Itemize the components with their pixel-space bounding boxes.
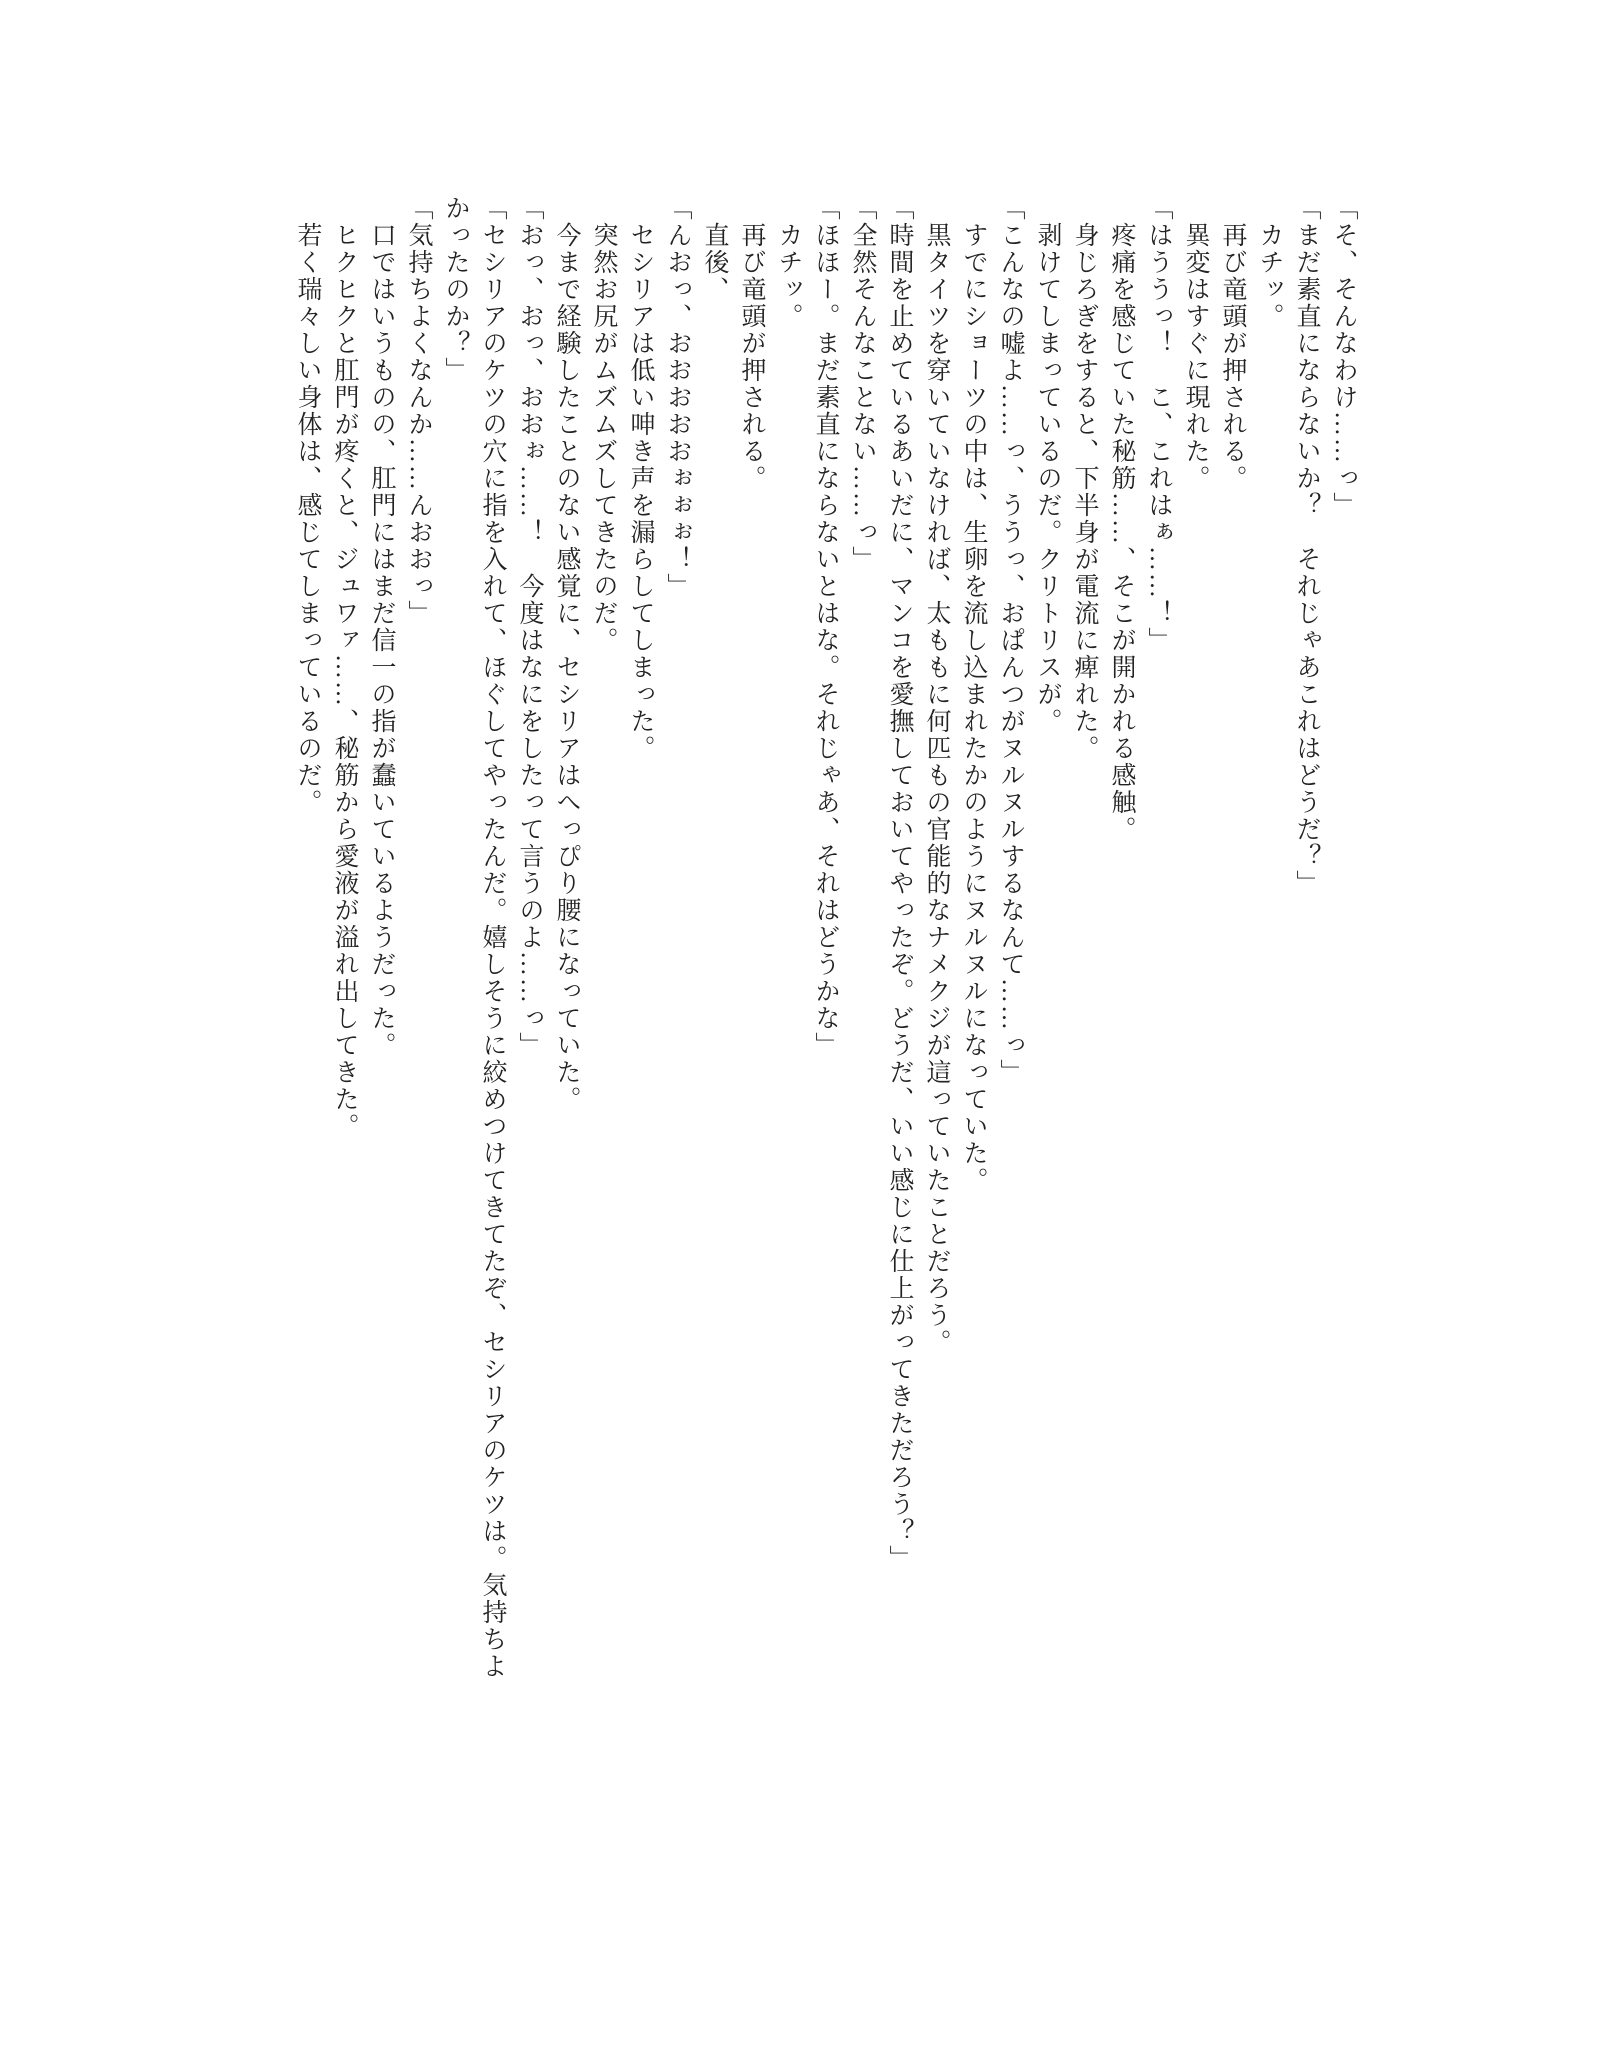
paragraph: 黒タイツを穿いていなければ、太ももに何匹もの官能的なナメクジが這っていたことだろう。 [923,195,950,1356]
paragraph: 身じろぎをすると、下半身が電流に痺れた。 [1071,195,1098,762]
paragraph: セシリアは低い呻き声を漏らしてしまった。 [627,195,654,762]
paragraph: 若く瑞々しい身体は、感じてしまっているのだ。 [294,195,321,816]
paragraph: 疼痛を感じていた秘筋……、そこが開かれる感触。 [1108,195,1135,843]
paragraph: カチッ。 [1256,195,1283,330]
paragraph: 「ほほー。まだ素直にならないとはな。それじゃあ、それはどうかな」 [812,195,839,1059]
paragraph: 口ではいうものの、肛門にはまだ信一の指が蠢いているようだった。 [368,195,395,1059]
paragraph: 「こんなの嘘よ……っ、ううっ、おぱんつがヌルヌルするなんて……っ」 [997,195,1024,1086]
paragraph: 「時間を止めているあいだに、マンコを愛撫しておいてやったぞ。どうだ、いい感じに仕上がってきただろう？」 [886,195,913,1572]
paragraph: 再び竜頭が押される。 [1219,195,1246,492]
paragraph: すでにショーツの中は、生卵を流し込まれたかのようにヌルヌルになっていた。 [960,195,987,1194]
paragraph: 「んおっ、おおおおおぉぉぉ！」 [664,195,691,600]
paragraph: 突然お尻がムズムズしてきたのだ。 [590,195,617,654]
paragraph: 直後、 [701,195,728,303]
paragraph: 「気持ちよくなんか……んおおっ」 [405,195,432,627]
paragraph: 「まだ素直にならないか？ それじゃあこれはどうだ？」 [1293,195,1320,897]
paragraph: 再び竜頭が押される。 [738,195,765,492]
vertical-text-block [289,195,1362,1690]
paragraph: 「はううっ！ こ、これはぁ……！」 [1145,195,1172,654]
paragraph: 「全然そんなことない……っ」 [849,195,876,573]
paragraph: ヒクヒクと肛門が疼くと、ジュワァ……、秘筋から愛液が溢れ出してきた。 [331,195,358,1140]
paragraph: 「セシリアのケツの穴に指を入れて、ほぐしてやったんだ。嬉しそうに絞めつけてきてたぞ、セシリアのケツは。気持ちよかったのか？」 [442,195,506,1680]
paragraph: 「そ、そんなわけ……っ」 [1330,195,1357,519]
paragraph: 「おっ、おっ、おおぉ……！ 今度はなにをしたって言うのよ……っ」 [516,195,543,1059]
paragraph: 異変はすぐに現れた。 [1182,195,1209,492]
paragraph: 剥けてしまっているのだ。クリトリスが。 [1034,195,1061,735]
paragraph: カチッ。 [775,195,802,330]
paragraph: 今まで経験したことのない感覚に、セシリアはへっぴり腰になっていた。 [553,195,580,1113]
